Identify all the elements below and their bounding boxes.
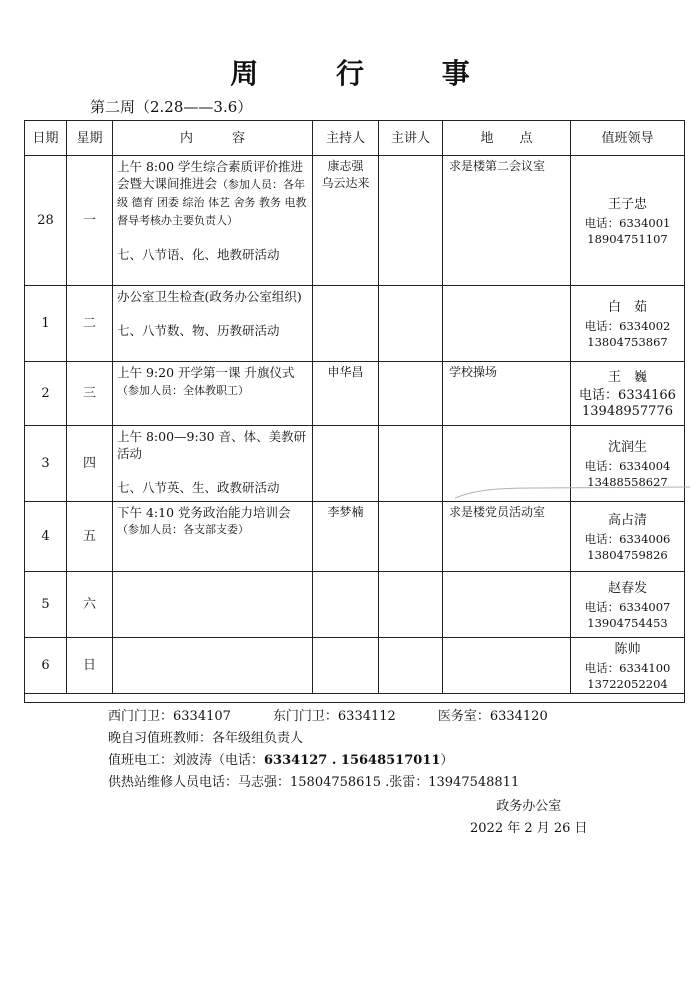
electrician-end: ） bbox=[440, 753, 454, 768]
duty-name: 赵春发 bbox=[607, 580, 647, 596]
content-note: （参加人员：各支部支委） bbox=[117, 523, 249, 536]
electrician-line bbox=[108, 750, 548, 772]
header-duty: 值班领导 bbox=[571, 121, 685, 156]
table-row bbox=[25, 502, 685, 572]
row-date: 2 bbox=[25, 362, 67, 426]
east-gate-phone: 东门门卫：6334112 bbox=[272, 709, 396, 724]
content-note: （参加人员：全体教职工） bbox=[117, 384, 249, 397]
row-speaker bbox=[379, 156, 443, 286]
header-host: 主持人 bbox=[313, 121, 379, 156]
row-day: 三 bbox=[67, 362, 113, 426]
row-date: 1 bbox=[25, 286, 67, 362]
table-row bbox=[25, 638, 685, 694]
content-extra: 七、八节语、化、地教研活动 bbox=[117, 247, 280, 262]
row-place bbox=[443, 286, 571, 362]
issuing-office: 政务办公室 bbox=[496, 799, 562, 814]
row-day: 一 bbox=[67, 156, 113, 286]
row-place: 学校操场 bbox=[443, 362, 571, 426]
header-date: 日期 bbox=[25, 121, 67, 156]
header-speaker: 主讲人 bbox=[379, 121, 443, 156]
filler-cell bbox=[25, 694, 685, 703]
duty-phone: 电话：6334004 bbox=[584, 458, 671, 473]
row-duty bbox=[571, 502, 685, 572]
duty-name: 高占清 bbox=[607, 512, 647, 528]
row-host: 李梦楠 bbox=[313, 502, 379, 572]
row-host bbox=[313, 638, 379, 694]
row-duty bbox=[571, 362, 685, 426]
row-content bbox=[113, 572, 313, 638]
signature-block bbox=[470, 796, 588, 840]
table-bottom-row bbox=[25, 694, 685, 703]
electrician-label: 值班电工：刘波涛（电话： bbox=[108, 753, 265, 768]
row-content bbox=[113, 426, 313, 502]
row-content bbox=[113, 502, 313, 572]
contact-footer bbox=[108, 706, 548, 794]
table-header-row bbox=[25, 121, 685, 156]
row-host bbox=[313, 426, 379, 502]
row-place: 求是楼党员活动室 bbox=[443, 502, 571, 572]
evening-duty: 晚自习值班教师：各年级组负责人 bbox=[108, 731, 304, 746]
content-note: （参加人员：各年级 德育 团委 综治 体艺 舍务 教务 电教 督导考核办主要负责人） bbox=[117, 178, 307, 227]
content-extra: 七、八节数、物、历教研活动 bbox=[117, 323, 280, 338]
row-day: 四 bbox=[67, 426, 113, 502]
content-main: 上午 9:20 开学第一课 升旗仪式 bbox=[117, 365, 295, 380]
duty-mobile: 13804753867 bbox=[587, 334, 668, 349]
row-duty bbox=[571, 156, 685, 286]
row-host bbox=[313, 572, 379, 638]
duty-mobile: 13904754453 bbox=[587, 615, 668, 630]
row-speaker bbox=[379, 502, 443, 572]
duty-name: 王子忠 bbox=[607, 196, 647, 212]
row-day: 日 bbox=[67, 638, 113, 694]
content-main: 下午 4:10 党务政治能力培训会 bbox=[117, 505, 291, 520]
host-name: 乌云达来 bbox=[321, 176, 370, 190]
row-place bbox=[443, 572, 571, 638]
week-range: 第二周（2.28——3.6） bbox=[90, 98, 253, 116]
content-main: 上午 8:00 学生综合素质评价推进会暨大课间推进会 bbox=[117, 159, 304, 191]
row-day: 二 bbox=[67, 286, 113, 362]
row-date: 3 bbox=[25, 426, 67, 502]
electrician-phone: 6334127 . 15648517011 bbox=[264, 753, 441, 768]
row-place bbox=[443, 638, 571, 694]
row-speaker bbox=[379, 286, 443, 362]
row-duty bbox=[571, 286, 685, 362]
row-host bbox=[313, 286, 379, 362]
row-speaker bbox=[379, 572, 443, 638]
table-row bbox=[25, 572, 685, 638]
duty-mobile: 18904751107 bbox=[587, 231, 668, 246]
row-place: 求是楼第二会议室 bbox=[443, 156, 571, 286]
row-content bbox=[113, 362, 313, 426]
row-speaker bbox=[379, 638, 443, 694]
row-content bbox=[113, 156, 313, 286]
duty-phone: 电话：6334001 bbox=[584, 215, 671, 230]
table-row bbox=[25, 362, 685, 426]
issue-date: 2022 年 2 月 26 日 bbox=[470, 821, 588, 836]
row-host bbox=[313, 156, 379, 286]
duty-mobile: 13722052204 bbox=[587, 676, 668, 691]
duty-phone: 电话：6334007 bbox=[584, 599, 671, 614]
row-speaker bbox=[379, 362, 443, 426]
west-gate-phone: 西门门卫：6334107 bbox=[108, 709, 231, 724]
table-row bbox=[25, 286, 685, 362]
pen-stroke-mark bbox=[455, 486, 690, 500]
header-place: 地 点 bbox=[443, 121, 571, 156]
duty-name: 沈润生 bbox=[607, 439, 647, 455]
duty-phone: 电话：6334100 bbox=[584, 660, 671, 675]
content-main: 上午 8:00—9:30 音、体、美教研活动 bbox=[117, 429, 307, 461]
row-date: 5 bbox=[25, 572, 67, 638]
duty-phone: 电话：6334006 bbox=[584, 531, 671, 546]
host-name: 康志强 bbox=[327, 159, 364, 173]
row-host: 申华昌 bbox=[313, 362, 379, 426]
table-row bbox=[25, 156, 685, 286]
row-date: 6 bbox=[25, 638, 67, 694]
row-date: 4 bbox=[25, 502, 67, 572]
row-speaker bbox=[379, 426, 443, 502]
duty-mobile: 13804759826 bbox=[587, 547, 668, 562]
heating-repair: 供热站维修人员电话：马志强：15804758615 .张雷：13947548811 bbox=[108, 775, 520, 790]
duty-name: 陈帅 bbox=[614, 641, 641, 657]
duty-phone: 电话：6334166 bbox=[579, 387, 676, 403]
row-duty bbox=[571, 572, 685, 638]
content-extra: 七、八节英、生、政教研活动 bbox=[117, 480, 280, 495]
gate-line bbox=[108, 706, 548, 728]
duty-name: 王 巍 bbox=[607, 369, 647, 385]
duty-name: 白 茹 bbox=[607, 299, 647, 315]
duty-phone: 电话：6334002 bbox=[584, 318, 671, 333]
duty-mobile: 13948957776 bbox=[582, 403, 673, 419]
clinic-phone: 医务室：6334120 bbox=[437, 709, 548, 724]
duty-mobile: 13488558627 bbox=[587, 474, 668, 489]
schedule-table bbox=[24, 120, 685, 703]
row-duty bbox=[571, 638, 685, 694]
row-day: 五 bbox=[67, 502, 113, 572]
content-main: 办公室卫生检查(政务办公室组织) bbox=[117, 289, 302, 304]
page-title: 周 行 事 bbox=[230, 57, 504, 90]
row-content bbox=[113, 286, 313, 362]
row-date: 28 bbox=[25, 156, 67, 286]
row-day: 六 bbox=[67, 572, 113, 638]
header-content: 内 容 bbox=[113, 121, 313, 156]
row-content bbox=[113, 638, 313, 694]
header-day: 星期 bbox=[67, 121, 113, 156]
